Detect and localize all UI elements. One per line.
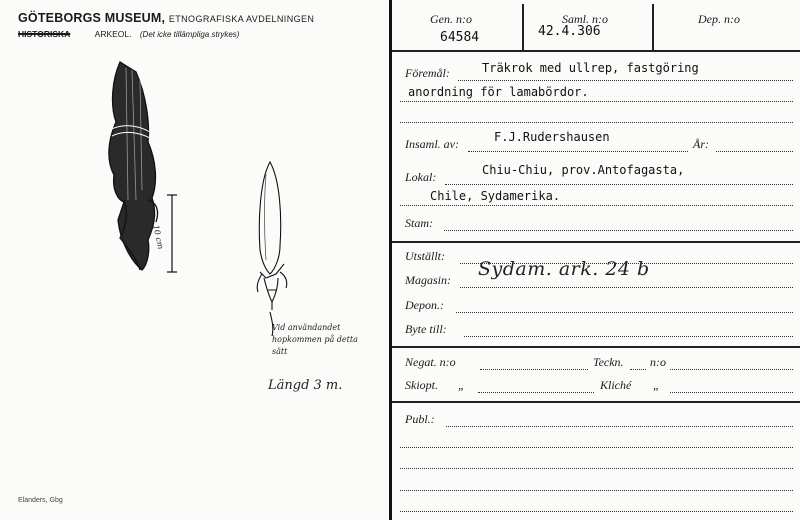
scale-label: 10 cm [151,224,166,251]
dotted-line [446,426,793,427]
utstallt-label: Utställt: [405,249,446,263]
dotted-line [468,151,688,152]
dep-label: Dep. n:o [698,12,740,26]
dotted-line [670,369,793,370]
insaml-value: F.J.Rudershausen [494,130,610,144]
teckn-label: Teckn. [593,355,624,369]
insaml-label: Insaml. av: [405,137,459,151]
skiopt-label: Skiopt. [405,378,438,392]
dotted-line [400,122,793,123]
teckn-no-label: n:o [650,355,666,369]
lokal-label: Lokal: [405,170,437,184]
dotted-line [400,447,793,448]
dotted-line [445,184,793,185]
publ-label: Publ.: [405,412,435,426]
department-row [18,29,239,39]
saml-label: Saml. n:o [562,12,608,26]
stam-label: Stam: [405,216,433,230]
skiopt-ditto: „ [458,378,465,392]
negat-label: Negat. n:o [405,355,456,369]
byte-label: Byte till: [405,322,447,336]
scale-bar [167,195,177,272]
dotted-line [400,490,793,491]
depon-label: Depon.: [405,298,444,312]
gen-value: 64584 [440,30,480,45]
magasin-value: Sydam. ark. 24 b [478,258,650,280]
museum-header [18,11,314,25]
strike-note: (Det icke tillämpliga strykes) [139,30,240,39]
foremal-line1: Träkrok med ullrep, fastgöring [482,61,699,75]
kliche-label: Kliché [600,378,632,392]
hook-outline-drawing [257,162,287,336]
dotted-line [444,230,793,231]
department-name: ETNOGRAFISKA AVDELNINGEN [168,14,315,24]
handwritten-note: Vid användandet hopkommen på detta sätt [272,323,358,356]
card-divider [389,0,392,520]
ar-label: År: [693,137,709,151]
section-rule [392,346,800,348]
saml-value: 42.4.306 [538,24,601,39]
dotted-line [480,369,588,370]
foremal-line2: anordning för lamabördor. [408,85,589,99]
dotted-line [716,151,793,152]
museum-name: GÖTEBORGS MUSEUM, [18,11,166,25]
lokal-line1: Chiu-Chiu, prov.Antofagasta, [482,163,685,177]
gen-label: Gen. n:o [430,12,472,26]
section-rule [392,401,800,403]
dotted-line [670,392,793,393]
number-box-separator [522,4,524,50]
struck-department: HISTORISKA [18,29,71,39]
length-note: Längd 3 m. [268,378,343,393]
dotted-line [630,369,646,370]
dotted-line [400,101,793,102]
dotted-line [460,287,793,288]
kliche-ditto: „ [653,378,660,392]
printer-imprint: Elanders, Gbg [18,497,63,504]
dotted-line [400,511,793,512]
number-box-separator [652,4,654,50]
dotted-line [400,205,793,206]
magasin-label: Magasin: [405,273,451,287]
dotted-line [456,312,793,313]
dotted-line [400,468,793,469]
lokal-line2: Chile, Sydamerika. [430,189,561,203]
hook-with-rope-drawing [109,62,158,270]
foremal-label: Föremål: [405,66,450,80]
dotted-line [478,392,594,393]
arkeol-label: ARKEOL. [94,29,132,39]
dotted-line [464,336,793,337]
dotted-line [458,80,793,81]
number-box-bottom [392,50,800,52]
section-rule [392,241,800,243]
